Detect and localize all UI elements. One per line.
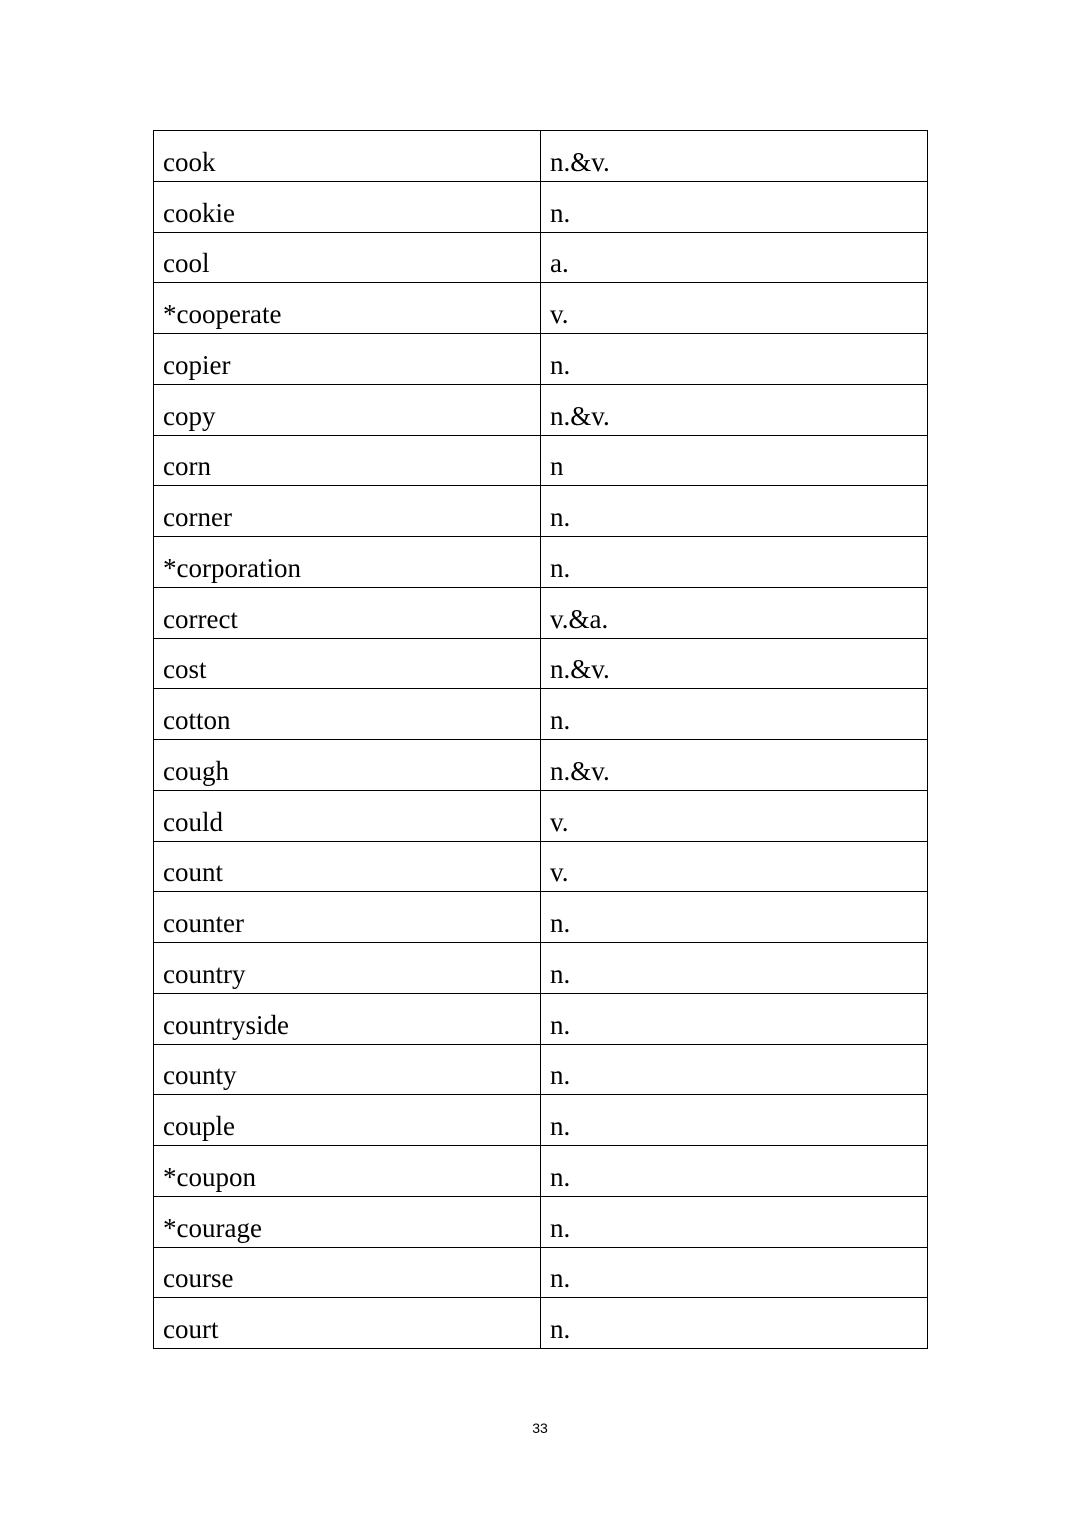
table-row	[154, 232, 928, 283]
part-of-speech-cell: n.	[541, 537, 928, 588]
table-row	[154, 1044, 928, 1095]
part-of-speech-cell: n.&v.	[541, 131, 928, 182]
part-of-speech-cell: n	[541, 435, 928, 486]
word-cell: couple	[154, 1095, 541, 1146]
table-row	[154, 384, 928, 435]
table-row	[154, 131, 928, 182]
word-cell: cough	[154, 740, 541, 791]
page-number: 33	[532, 1420, 548, 1436]
word-cell: correct	[154, 587, 541, 638]
table-row	[154, 1298, 928, 1349]
part-of-speech-cell: n.	[541, 1095, 928, 1146]
word-cell: *corporation	[154, 537, 541, 588]
part-of-speech-cell: n.	[541, 1247, 928, 1298]
table-row	[154, 1146, 928, 1197]
table-row	[154, 181, 928, 232]
table-row	[154, 638, 928, 689]
word-cell: countryside	[154, 993, 541, 1044]
part-of-speech-cell: n.	[541, 1146, 928, 1197]
word-cell: cost	[154, 638, 541, 689]
word-cell: could	[154, 790, 541, 841]
part-of-speech-cell: v.	[541, 841, 928, 892]
word-cell: cookie	[154, 181, 541, 232]
table-row	[154, 1247, 928, 1298]
word-cell: court	[154, 1298, 541, 1349]
part-of-speech-cell: n.&v.	[541, 740, 928, 791]
word-cell: count	[154, 841, 541, 892]
part-of-speech-cell: n.	[541, 334, 928, 385]
part-of-speech-cell: n.	[541, 1044, 928, 1095]
table-row	[154, 1196, 928, 1247]
part-of-speech-cell: n.	[541, 892, 928, 943]
word-cell: cotton	[154, 689, 541, 740]
part-of-speech-cell: n.	[541, 181, 928, 232]
word-cell: *coupon	[154, 1146, 541, 1197]
part-of-speech-cell: v.	[541, 790, 928, 841]
part-of-speech-cell: n.	[541, 993, 928, 1044]
word-cell: corn	[154, 435, 541, 486]
word-cell: cook	[154, 131, 541, 182]
table-row	[154, 790, 928, 841]
table-row	[154, 943, 928, 994]
part-of-speech-cell: v.	[541, 283, 928, 334]
table-row	[154, 537, 928, 588]
word-cell: corner	[154, 486, 541, 537]
part-of-speech-cell: n.	[541, 1196, 928, 1247]
table-row	[154, 435, 928, 486]
word-cell: *cooperate	[154, 283, 541, 334]
word-cell: copier	[154, 334, 541, 385]
vocabulary-table-body	[154, 131, 928, 1349]
part-of-speech-cell: n.&v.	[541, 638, 928, 689]
part-of-speech-cell: a.	[541, 232, 928, 283]
table-row	[154, 689, 928, 740]
part-of-speech-cell: n.	[541, 486, 928, 537]
part-of-speech-cell: v.&a.	[541, 587, 928, 638]
part-of-speech-cell: n.	[541, 943, 928, 994]
table-row	[154, 283, 928, 334]
word-cell: *courage	[154, 1196, 541, 1247]
table-row	[154, 334, 928, 385]
vocabulary-table	[153, 130, 928, 1349]
word-cell: cool	[154, 232, 541, 283]
part-of-speech-cell: n.	[541, 1298, 928, 1349]
table-row	[154, 587, 928, 638]
word-cell: county	[154, 1044, 541, 1095]
table-row	[154, 1095, 928, 1146]
word-cell: copy	[154, 384, 541, 435]
word-cell: country	[154, 943, 541, 994]
table-row	[154, 740, 928, 791]
table-row	[154, 892, 928, 943]
part-of-speech-cell: n.	[541, 689, 928, 740]
table-row	[154, 841, 928, 892]
table-row	[154, 486, 928, 537]
word-cell: counter	[154, 892, 541, 943]
part-of-speech-cell: n.&v.	[541, 384, 928, 435]
table-row	[154, 993, 928, 1044]
word-cell: course	[154, 1247, 541, 1298]
